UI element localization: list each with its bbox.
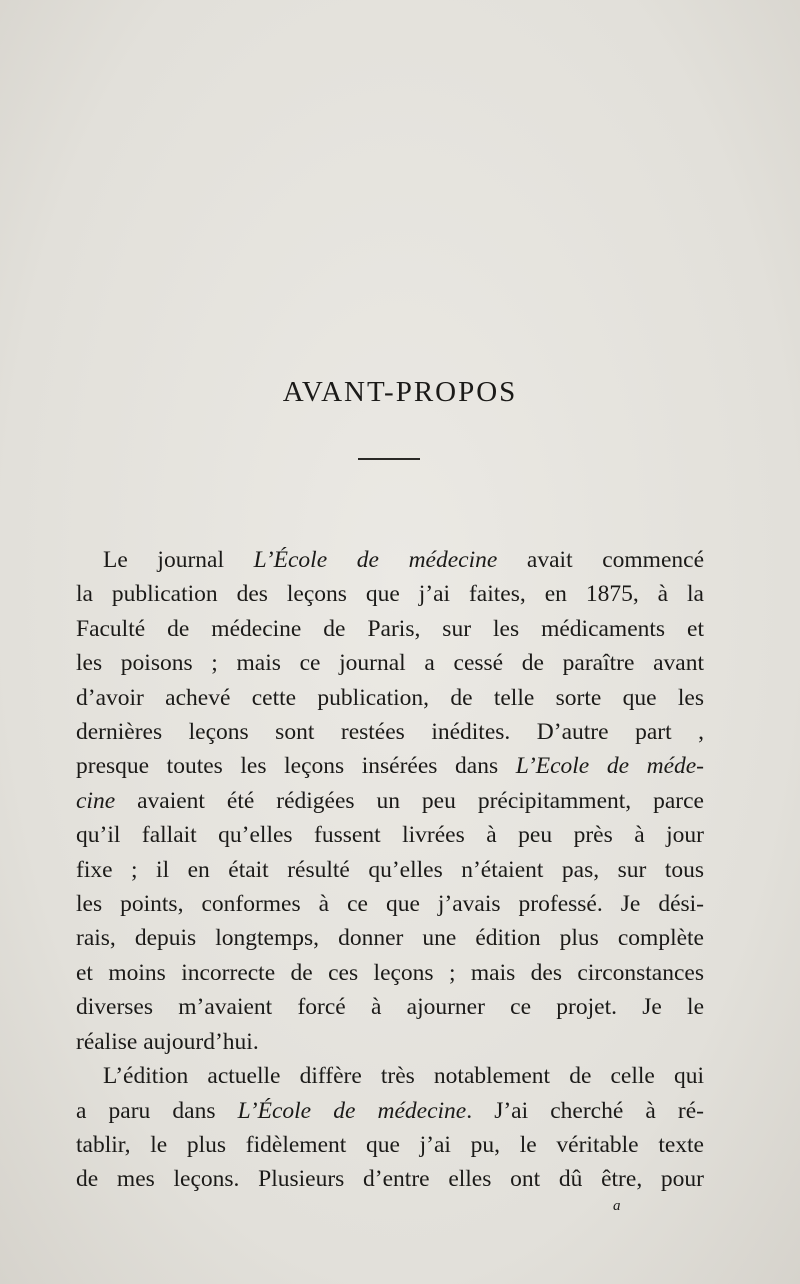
text-line: les poisons ; mais ce journal a cessé de paraître avant (76, 650, 704, 677)
text-line: réalise aujourd’hui. (76, 1028, 259, 1055)
text-line: rais, depuis longtemps, donner une édition plus complète (76, 925, 704, 952)
title-rule-divider (358, 458, 420, 460)
text-line: Le journal L’École de médecine avait commencé (103, 547, 705, 573)
text-line: la publication des leçons que j’ai faites, en 1875, à la (76, 581, 704, 608)
text-line: d’avoir achevé cette publication, de telle sorte que les (76, 684, 704, 711)
page-title: AVANT-PROPOS (282, 376, 518, 408)
text-line: qu’il fallait qu’elles fussent livrées à peu près à jour (76, 822, 704, 849)
signature-mark: a (613, 1198, 621, 1214)
text-line: fixe ; il en était résulté qu’elles n’étaient pas, sur tous (76, 856, 704, 883)
text-line: presque toutes les leçons insérées dans L’Ecole de méde- (76, 753, 705, 780)
text-line: dernières leçons sont restées inédites. D’autre part , (76, 719, 704, 746)
text-line: cine avaient été rédigées un peu précipitamment, parce (76, 787, 704, 814)
text-line: et moins incorrecte de ces leçons ; mais des circonstances (76, 959, 704, 986)
text-line: Faculté de médecine de Paris, sur les médicaments et (76, 615, 704, 642)
text-line: a paru dans L’École de médecine. J’ai cherché à ré- (76, 1097, 705, 1124)
text-line: les points, conformes à ce que j’avais professé. Je dési- (76, 891, 704, 918)
text-line: tablir, le plus fidèlement que j’ai pu, le véritable texte (76, 1131, 704, 1158)
text-line: diverses m’avaient forcé à ajourner ce projet. Je le (76, 994, 704, 1021)
body-text (76, 543, 704, 1197)
text-line: L’édition actuelle diffère très notablement de celle qui (103, 1063, 704, 1090)
text-line: de mes leçons. Plusieurs d’entre elles ont dû être, pour (76, 1166, 704, 1193)
